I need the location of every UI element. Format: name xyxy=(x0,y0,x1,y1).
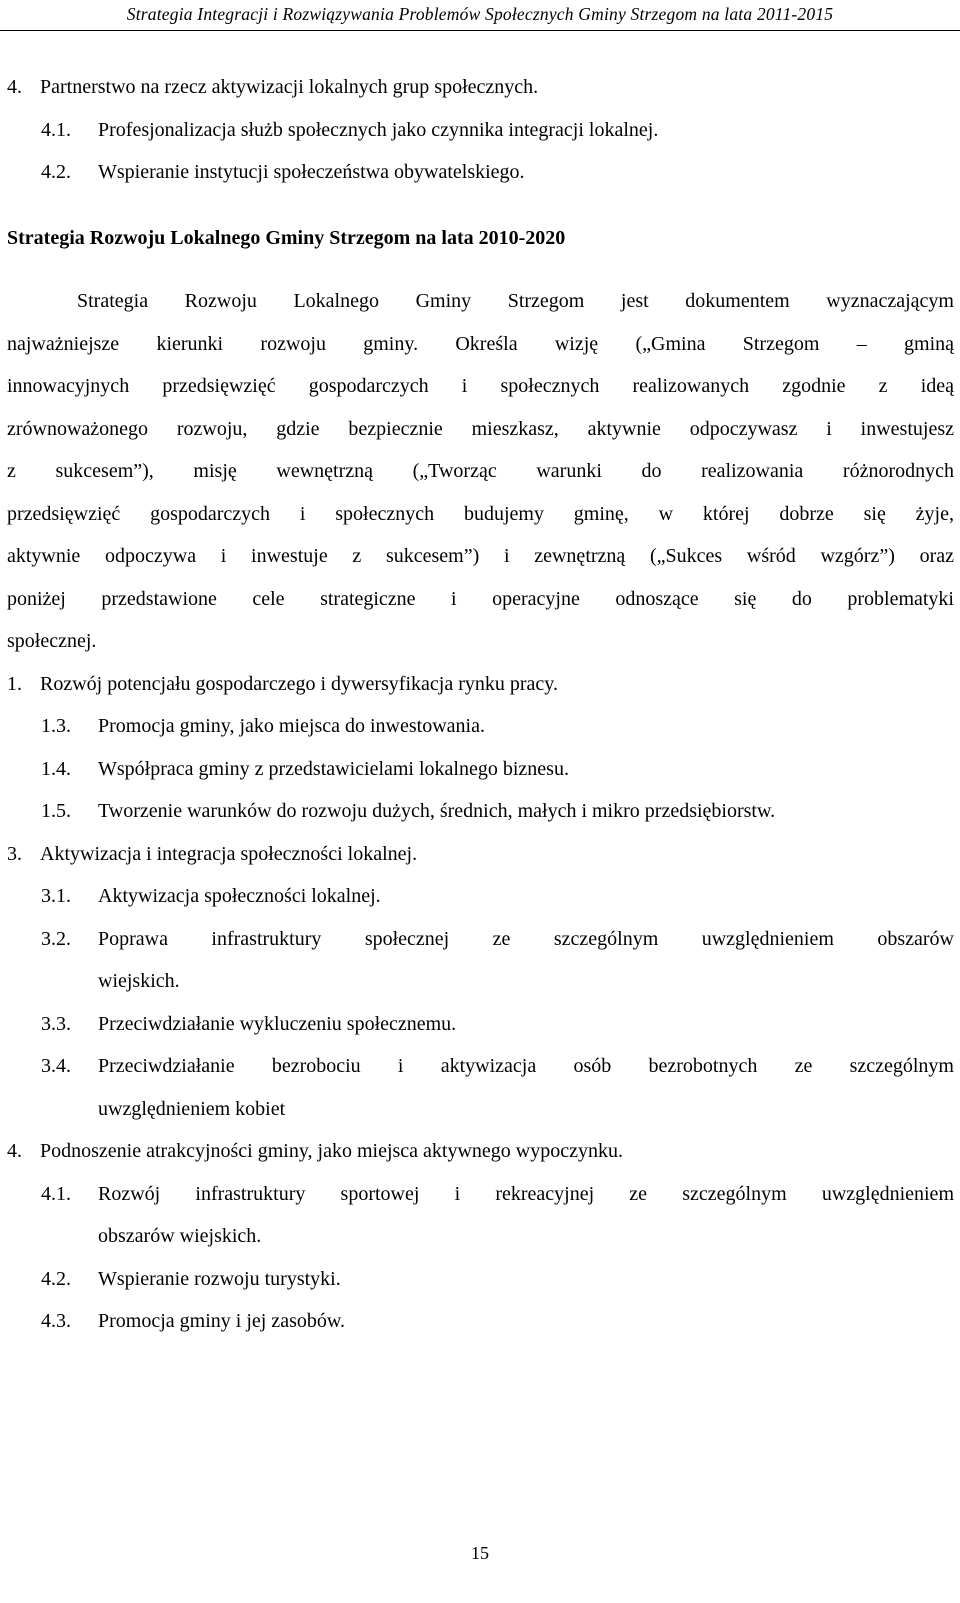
paragraph-line: społecznej. xyxy=(7,630,97,652)
goal-item xyxy=(7,833,954,876)
goal-number: 1. xyxy=(7,672,22,695)
goal-number: 4.3. xyxy=(41,1310,71,1332)
goal-text: Rozwój potencjału gospodarczego i dywersyfikacja rynku pracy. xyxy=(40,672,558,695)
goal-item xyxy=(7,1003,954,1046)
goal-number: 3. xyxy=(7,842,22,865)
goal-item xyxy=(7,1300,954,1343)
list-item-number: 4.2. xyxy=(41,161,71,183)
goal-text: Promocja gminy i jej zasobów. xyxy=(98,1310,345,1332)
goal-item xyxy=(7,705,954,748)
goal-text-continuation: uwzględnieniem kobiet xyxy=(98,1097,286,1120)
goal-number: 3.1. xyxy=(41,885,71,907)
goal-number: 3.4. xyxy=(41,1055,71,1077)
goal-text: Przeciwdziałanie bezrobociu i aktywizacja osób bezrobotnych ze szczególnym xyxy=(98,1055,954,1077)
goal-text: Poprawa infrastruktury społecznej ze szczególnym uwzględnieniem obszarów xyxy=(98,927,954,950)
running-header: Strategia Integracji i Rozwiązywania Problemów Społecznych Gminy Strzegom na lata 2011-2015 xyxy=(126,4,834,24)
goal-item xyxy=(7,1130,954,1173)
goal-number: 1.3. xyxy=(41,715,71,737)
goal-item xyxy=(7,1258,954,1301)
paragraph-line: zrównoważonego rozwoju, gdzie bezpiecznie mieszkasz, aktywnie odpoczywasz i inwestujesz xyxy=(7,417,954,440)
goal-text: Aktywizacja społeczności lokalnej. xyxy=(98,885,381,907)
list-item xyxy=(7,66,954,109)
goal-number: 4. xyxy=(7,1140,22,1162)
top-list xyxy=(7,66,954,194)
list-item-number: 4.1. xyxy=(41,118,71,141)
goal-item-continuation xyxy=(7,1215,954,1258)
goal-text: Aktywizacja i integracja społeczności lokalnej. xyxy=(40,842,418,865)
goal-number: 1.4. xyxy=(41,757,71,780)
goals-list xyxy=(7,663,954,1343)
goal-item xyxy=(7,1045,954,1088)
list-item-text: Profesjonalizacja służb społecznych jako czynnika integracji lokalnej. xyxy=(98,118,659,141)
goal-text: Rozwój infrastruktury sportowej i rekreacyjnej ze szczególnym uwzględnieniem xyxy=(98,1182,954,1205)
header-rule xyxy=(0,30,960,31)
goal-item-continuation xyxy=(7,1088,954,1131)
goal-item xyxy=(7,748,954,791)
section-heading: Strategia Rozwoju Lokalnego Gminy Strzegom na lata 2010-2020 xyxy=(7,226,566,249)
goal-number: 3.2. xyxy=(41,927,71,950)
paragraph-line: innowacyjnych przedsięwzięć gospodarczych i społecznych realizowanych zgodnie z ideą xyxy=(7,375,954,397)
paragraph-line: z sukcesem”), misję wewnętrzną („Tworząc warunki do realizowania różnorodnych xyxy=(7,460,954,482)
list-item-number: 4. xyxy=(7,76,22,98)
goal-number: 1.5. xyxy=(41,800,71,822)
list-item-text: Wspieranie instytucji społeczeństwa obywatelskiego. xyxy=(98,161,525,183)
paragraph-line: poniżej przedstawione cele strategiczne i operacyjne odnoszące się do problematyki xyxy=(7,587,954,610)
goal-item xyxy=(7,875,954,918)
goal-item xyxy=(7,1173,954,1216)
goal-text: Promocja gminy, jako miejsca do inwestowania. xyxy=(98,715,485,737)
goal-item xyxy=(7,918,954,961)
goal-text: Tworzenie warunków do rozwoju dużych, średnich, małych i mikro przedsiębiorstw. xyxy=(98,800,776,822)
paragraph-line: najważniejsze kierunki rozwoju gminy. Określa wizję („Gmina Strzegom – gminą xyxy=(7,332,954,355)
list-item xyxy=(7,109,954,152)
goal-text: Wspieranie rozwoju turystyki. xyxy=(98,1267,341,1290)
goal-item xyxy=(7,663,954,706)
list-item xyxy=(7,151,954,194)
goal-text-continuation: wiejskich. xyxy=(98,970,180,992)
goal-number: 4.1. xyxy=(41,1182,71,1205)
goal-item-continuation xyxy=(7,960,954,1003)
goal-item xyxy=(7,790,954,833)
paragraph-line: przedsięwzięć gospodarczych i społecznych budujemy gminę, w której dobrze się żyje, xyxy=(7,502,954,525)
goal-number: 4.2. xyxy=(41,1267,71,1290)
paragraph-line: aktywnie odpoczywa i inwestuje z sukcesem”) i zewnętrzną („Sukces wśród wzgórz”) oraz xyxy=(7,545,954,567)
goal-text: Podnoszenie atrakcyjności gminy, jako miejsca aktywnego wypoczynku. xyxy=(40,1140,623,1162)
goal-text-continuation: obszarów wiejskich. xyxy=(98,1225,262,1247)
strategy-paragraph xyxy=(7,280,954,663)
goal-number: 3.3. xyxy=(41,1012,71,1035)
document-body xyxy=(7,66,954,1343)
list-item-text: Partnerstwo na rzecz aktywizacji lokalnych grup społecznych. xyxy=(40,76,539,98)
goal-text: Współpraca gminy z przedstawicielami lokalnego biznesu. xyxy=(98,757,569,780)
paragraph-line: Strategia Rozwoju Lokalnego Gminy Strzegom jest dokumentem wyznaczającym xyxy=(77,290,954,312)
page-number: 15 xyxy=(471,1543,489,1563)
goal-text: Przeciwdziałanie wykluczeniu społecznemu. xyxy=(98,1012,457,1035)
